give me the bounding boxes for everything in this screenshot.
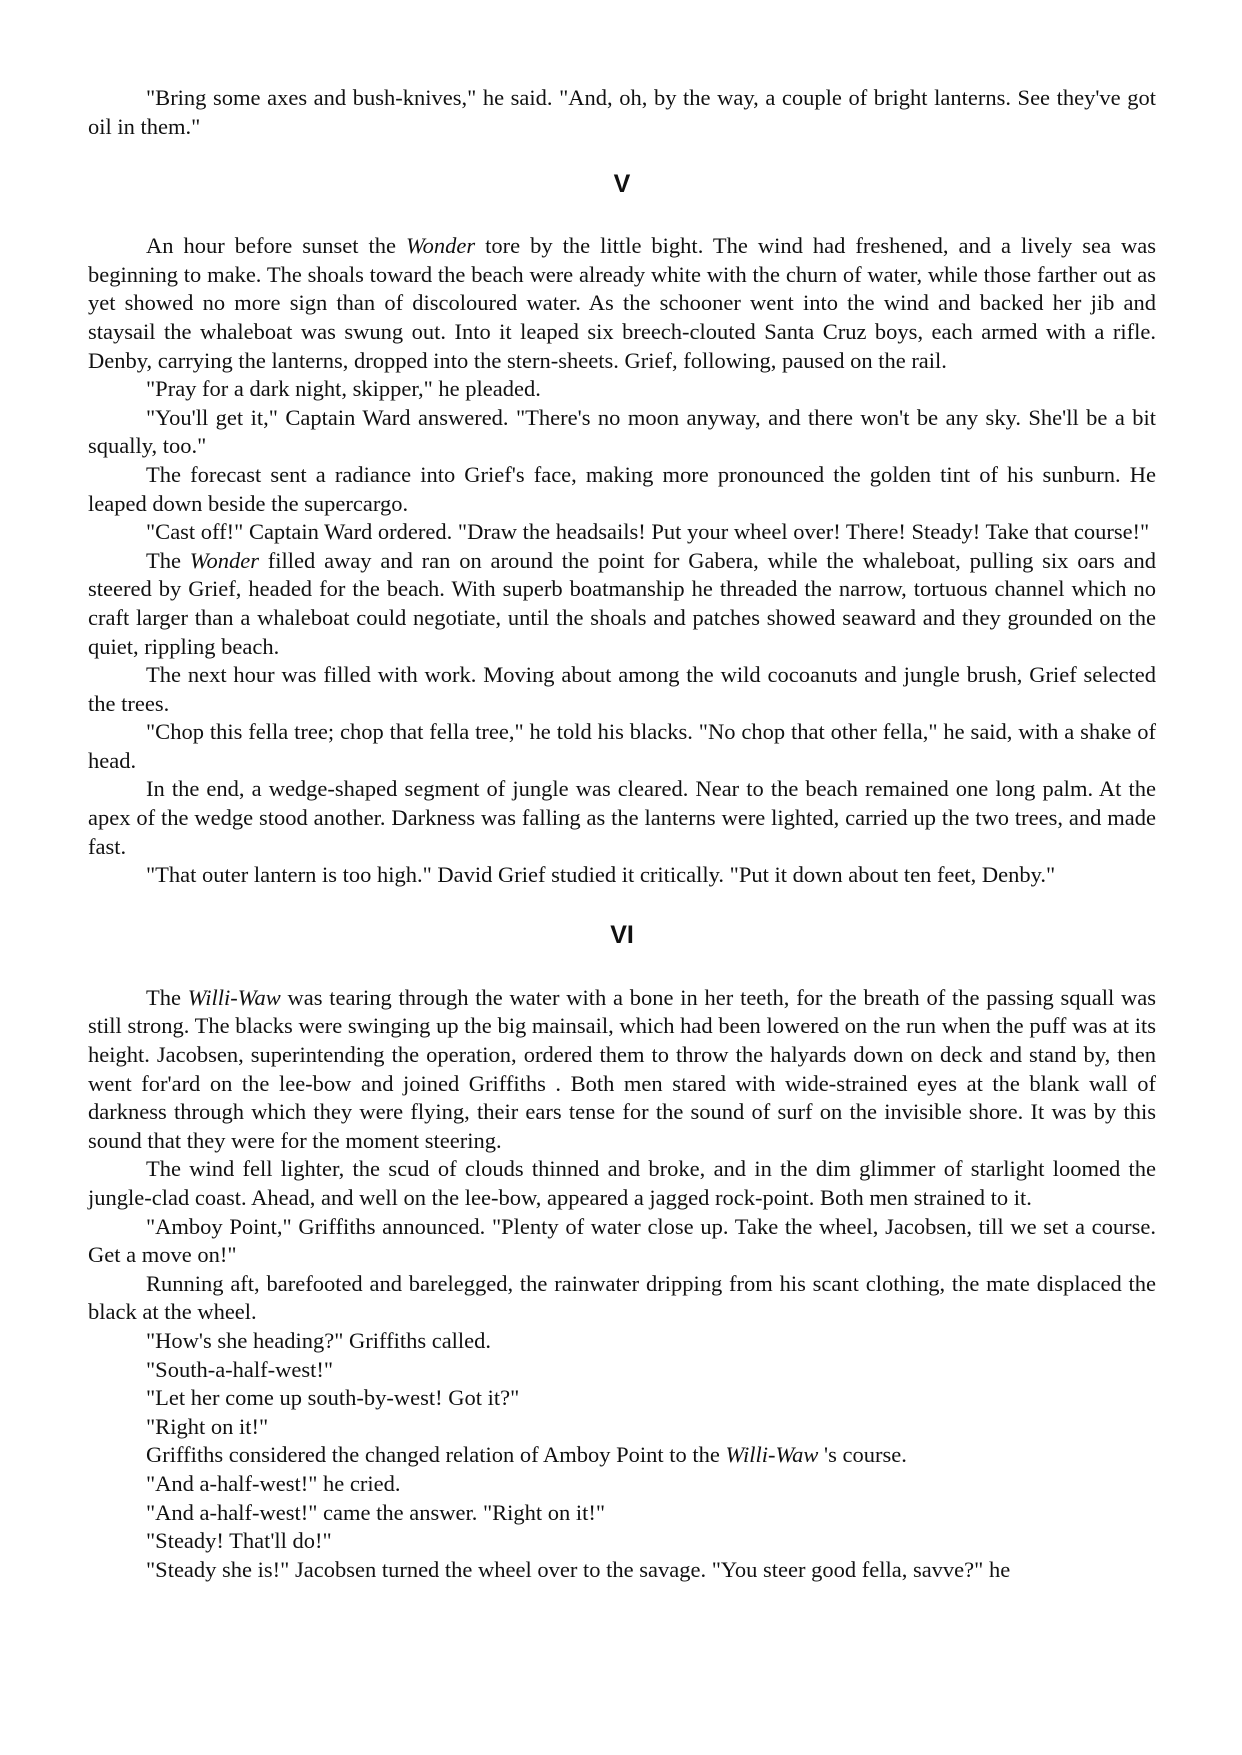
paragraph-vi-4: Running aft, barefooted and barelegged, the rainwater dripping from his scant clothing, the mate displaced the black at the wheel. — [88, 1270, 1156, 1325]
chapter-heading-v: V — [613, 170, 631, 199]
ship-name: Willi-Waw — [187, 984, 281, 1010]
paragraph-vi-13: "Steady she is!" Jacobsen turned the wheel over to the savage. "You steer good fella, savve?" he — [146, 1556, 1011, 1582]
ship-name: Wonder — [189, 547, 259, 573]
paragraph-vi-6: "South-a-half-west!" — [146, 1356, 334, 1382]
chapter-heading-vi: VI — [610, 920, 634, 949]
paragraph-v-5: "Cast off!" Captain Ward ordered. "Draw the headsails! Put your wheel over! There! Steady! Take that course!" — [146, 519, 1150, 545]
paragraph-v-3: "You'll get it," Captain Ward answered. "There's no moon anyway, and there won't be any sky. She'll be a bit squally, too." — [88, 404, 1156, 459]
paragraph-vi-10: "And a-half-west!" he cried. — [146, 1470, 401, 1496]
paragraph-intro: "Bring some axes and bush-knives," he said. "And, oh, by the way, a couple of bright lanterns. See they've got oil in them." — [88, 85, 1156, 139]
ship-name: Wonder — [406, 233, 476, 259]
paragraph-vi-9: Griffiths considered the changed relation of Amboy Point to the Willi-Waw 's course. — [146, 1442, 907, 1468]
paragraph-vi-5: "How's she heading?" Griffiths called. — [146, 1327, 492, 1353]
paragraph-v-6: The Wonder filled away and ran on around the point for Gabera, while the whaleboat, pulling six oars and steered by Grief, headed for the beach. With superb boatmanship he threaded the narrow, tortuous channel which no craft larger than a whaleboat could negotiate, until the shoals and patches showed seaward and they grounded on the quiet, rippling beach. — [88, 547, 1156, 659]
paragraph-vi-11: "And a-half-west!" came the answer. "Right on it!" — [146, 1499, 606, 1525]
book-page — [88, 84, 1156, 1584]
paragraph-v-10: "That outer lantern is too high." David Grief studied it critically. "Put it down about ten feet, Denby." — [146, 862, 1056, 888]
paragraph-v-2: "Pray for a dark night, skipper," he pleaded. — [146, 376, 541, 402]
paragraph-vi-3: "Amboy Point," Griffiths announced. "Plenty of water close up. Take the wheel, Jacobsen, till we set a course. Get a move on!" — [88, 1213, 1156, 1268]
paragraph-v-1: An hour before sunset the Wonder tore by the little bight. The wind had freshened, and a lively sea was beginning to make. The shoals toward the beach were already white with the churn of water, while those farther out as yet showed no more sign than of discoloured water. As the schooner went into the wind and backed her jib and staysail the whaleboat was swung out. Into it leaped six breech-clouted Santa Cruz boys, each armed with a rifle. Denby, carrying the lanterns, dropped into the stern-sheets. Grief, following, paused on the rail. — [88, 233, 1156, 373]
paragraph-v-9: In the end, a wedge-shaped segment of jungle was cleared. Near to the beach remained one long palm. At the apex of the wedge stood another. Darkness was falling as the lanterns were lighted, carried up the two trees, and made fast. — [88, 776, 1156, 859]
paragraph-v-4: The forecast sent a radiance into Grief's face, making more pronounced the golden tint of his sunburn. He leaped down beside the supercargo. — [88, 461, 1156, 516]
paragraph-vi-7: "Let her come up south-by-west! Got it?" — [146, 1385, 520, 1411]
paragraph-vi-1: The Willi-Waw was tearing through the water with a bone in her teeth, for the breath of the passing squall was still strong. The blacks were swinging up the big mainsail, which had been lowered on the run when the puff was at its height. Jacobsen, superintending the operation, ordered them to throw the halyards down on deck and stand by, then went for'ard on the lee-bow and joined Griffiths . Both men stared with wide-strained eyes at the blank wall of darkness through which they were flying, their ears tense for the sound of surf on the invisible shore. It was by this sound that they were for the moment steering. — [88, 984, 1157, 1153]
paragraph-vi-12: "Steady! That'll do!" — [146, 1528, 332, 1554]
paragraph-v-7: The next hour was filled with work. Moving about among the wild cocoanuts and jungle brush, Grief selected the trees. — [88, 662, 1156, 716]
ship-name: Willi-Waw — [725, 1442, 819, 1468]
paragraph-vi-8: "Right on it!" — [146, 1413, 269, 1439]
paragraph-v-8: "Chop this fella tree; chop that fella tree," he told his blacks. "No chop that other fella," he said, with a shake of head. — [88, 719, 1156, 773]
paragraph-vi-2: The wind fell lighter, the scud of clouds thinned and broke, and in the dim glimmer of starlight loomed the jungle-clad coast. Ahead, and well on the lee-bow, appeared a jagged rock-point. Both men strained to it. — [88, 1156, 1156, 1210]
